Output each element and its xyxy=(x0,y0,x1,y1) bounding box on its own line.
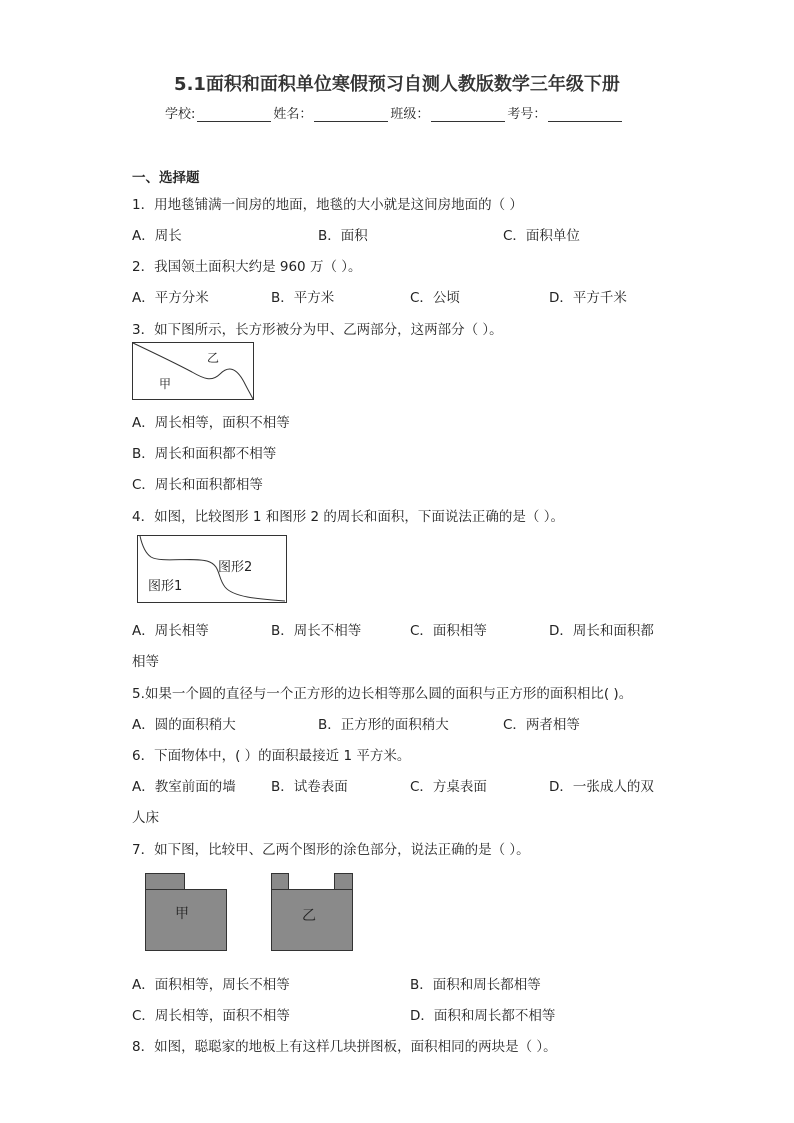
question-2-option-c[interactable]: C．公顷 xyxy=(410,290,460,306)
figure-label-shape-1: 图形1 xyxy=(148,579,183,594)
question-7-option-b[interactable]: B．面积和周长都相等 xyxy=(410,977,541,993)
question-5-stem: 5.如果一个圆的直径与一个正方形的边长相等那么圆的面积与正方形的面积相比( )。 xyxy=(132,686,633,702)
question-2-option-b[interactable]: B．平方米 xyxy=(271,290,335,306)
question-6-option-d[interactable]: D．一张成人的双 xyxy=(549,779,654,795)
figure-label-jia: 甲 xyxy=(159,377,172,391)
question-7-option-c[interactable]: C．周长相等，面积不相等 xyxy=(132,1008,290,1024)
class-blank[interactable] xyxy=(431,108,505,122)
school-label: 学校: xyxy=(165,107,196,122)
question-4-option-d[interactable]: D．周长和面积都 xyxy=(549,623,654,639)
figure-label-shape-2: 图形2 xyxy=(218,560,253,575)
question-1-option-b[interactable]: B．面积 xyxy=(318,228,368,244)
question-7-option-a[interactable]: A．面积相等，周长不相等 xyxy=(132,977,290,993)
name-blank[interactable] xyxy=(314,108,388,122)
question-7-stem: 7．如下图，比较甲、乙两个图形的涂色部分，说法正确的是（ ）。 xyxy=(132,842,530,858)
dividing-curve xyxy=(133,343,253,399)
exam-no-blank[interactable] xyxy=(548,108,622,122)
question-1-stem: 1．用地毯铺满一间房的地面，地毯的大小就是这间房地面的（ ） xyxy=(132,197,523,213)
page-title: 5.1面积和面积单位寒假预习自测人教版数学三年级下册 xyxy=(174,74,620,95)
student-info-line xyxy=(165,103,624,122)
question-4-option-a[interactable]: A．周长相等 xyxy=(132,623,209,639)
question-6-option-d-wrap: 人床 xyxy=(132,810,159,826)
question-3-option-a[interactable]: A．周长相等，面积不相等 xyxy=(132,415,290,431)
question-6-stem: 6．下面物体中，( ）的面积最接近 1 平方米。 xyxy=(132,748,411,764)
question-4-stem: 4．如图，比较图形 1 和图形 2 的周长和面积，下面说法正确的是（ ）。 xyxy=(132,509,564,525)
figure-label-yi: 乙 xyxy=(207,351,220,365)
question-3-figure xyxy=(132,342,254,400)
question-5-option-b[interactable]: B．正方形的面积稍大 xyxy=(318,717,449,733)
question-3-option-b[interactable]: B．周长和面积都不相等 xyxy=(132,446,277,462)
question-1-option-c[interactable]: C．面积单位 xyxy=(503,228,580,244)
exam-no-label: 考号： xyxy=(507,107,547,122)
question-5-option-c[interactable]: C．两者相等 xyxy=(503,717,580,733)
question-1-option-a[interactable]: A．周长 xyxy=(132,228,182,244)
class-label: 班级： xyxy=(390,107,430,122)
question-6-option-a[interactable]: A．教室前面的墙 xyxy=(132,779,236,795)
question-3-stem: 3．如下图所示，长方形被分为甲、乙两部分，这两部分（ ）。 xyxy=(132,322,503,338)
question-2-option-d[interactable]: D．平方千米 xyxy=(549,290,627,306)
section-heading: 一、选择题 xyxy=(132,170,200,186)
question-5-option-a[interactable]: A．圆的面积稍大 xyxy=(132,717,236,733)
question-2-stem: 2．我国领土面积大约是 960 万（ ）。 xyxy=(132,259,362,275)
shape-label-jia: 甲 xyxy=(175,906,189,922)
school-blank[interactable] xyxy=(197,108,271,122)
question-6-option-c[interactable]: C．方桌表面 xyxy=(410,779,487,795)
question-2-option-a[interactable]: A．平方分米 xyxy=(132,290,209,306)
question-7-option-d[interactable]: D．面积和周长都不相等 xyxy=(410,1008,556,1024)
name-label: 姓名： xyxy=(273,107,313,122)
question-3-option-c[interactable]: C．周长和面积都相等 xyxy=(132,477,263,493)
shape-label-yi: 乙 xyxy=(302,908,316,924)
question-8-stem: 8．如图，聪聪家的地板上有这样几块拼图板，面积相同的两块是（ ）。 xyxy=(132,1039,557,1055)
question-4-option-c[interactable]: C．面积相等 xyxy=(410,623,487,639)
question-4-option-b[interactable]: B．周长不相等 xyxy=(271,623,362,639)
question-4-option-d-wrap: 相等 xyxy=(132,654,159,670)
question-6-option-b[interactable]: B．试卷表面 xyxy=(271,779,348,795)
